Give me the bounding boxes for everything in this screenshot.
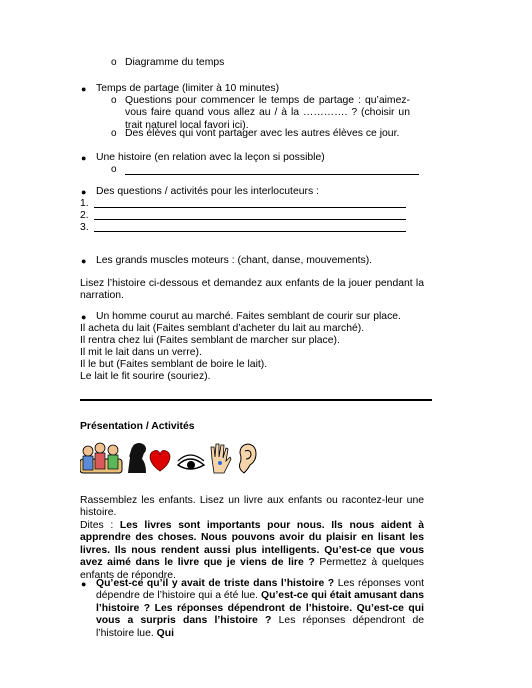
story-line (125, 174, 419, 175)
bullet-icon: ● (81, 579, 87, 589)
circle-bullet-icon: o (111, 164, 117, 175)
question-who: Qui (156, 627, 174, 639)
say-paragraph (80, 520, 424, 582)
story-line-1: Un homme courut au marché. Faites semblant de courir sur place. (96, 311, 401, 322)
question-sad: Qu’est-ce qu’il y avait de triste dans l’histoire ? (96, 578, 335, 589)
circle-bullet-icon: o (111, 57, 117, 68)
circle-bullet-icon: o (111, 95, 117, 106)
question-number-3: 3. (80, 222, 89, 233)
section-divider (80, 399, 432, 401)
children-icon (80, 443, 122, 473)
question-number-2: 2. (80, 210, 89, 221)
story-line-2: Il acheta du lait (Faites semblant d’acheter du lait au marché). (80, 323, 365, 334)
bullet-icon: ● (81, 312, 87, 322)
bullet-icon: ● (81, 84, 87, 94)
question-line-2 (94, 219, 406, 220)
discussion-questions (96, 578, 424, 640)
say-lead: Dites : (80, 520, 120, 531)
story-line-6: Le lait le fit sourire (souriez). (80, 371, 211, 382)
question-funny: Qu’est-ce qui était amusant dans l’histoire ? Les réponses dépendront de l’histoire. Qu’est-ce qui vous a surpris dans l’histoire ? (96, 590, 425, 627)
gather-paragraph: Rassemblez les enfants. Lisez un livre aux enfants ou racontez-leur une histoire. (80, 495, 424, 519)
story-line-3: Il rentra chez lui (Faites semblant de marcher sur place). (80, 335, 340, 346)
circle-bullet-icon: o (111, 128, 117, 139)
dog-icon (128, 443, 146, 473)
sharing-question: Questions pour commencer le temps de partage : qu’aimez-vous faire quand vous allez au / à la …………. ? (choisir un trait naturel local favori ici). (125, 95, 410, 131)
question-line-1 (94, 207, 406, 208)
say-bold: Les livres sont importants pour nous. Ils nous aident à apprendre des choses. Nous pouvons avoir du plaisir en lisant les livres. Ils nous rendent aussi plus intelligents. Qu’est-ce que vous avez aimé dans le livre que je viens de lire ? (80, 520, 424, 569)
say-rest: Permettez à quelques enfants de répondre. (80, 557, 424, 581)
answer-surprise: Les réponses dépendront de l’histoire lue. (96, 615, 425, 639)
story-intro: Lisez l’histoire ci-dessous et demandez aux enfants de la jouer pendant la narration. (80, 278, 424, 302)
sharing-title: Temps de partage (limiter à 10 minutes) (96, 83, 280, 94)
eye-icon (178, 455, 204, 469)
questions-title: Des questions / activités pour les interlocuteurs : (96, 186, 319, 197)
bullet-icon: ● (81, 256, 87, 266)
story-title: Une histoire (en relation avec la leçon si possible) (96, 152, 325, 163)
diagram-item: Diagramme du temps (125, 57, 225, 68)
sharing-students: Des élèves qui vont partager avec les autres élèves ce jour. (125, 128, 400, 139)
answer-sad: Les réponses vont dépendre de l’histoire qui a été lue. (96, 578, 424, 602)
section-title: Présentation / Activités (80, 421, 195, 432)
hand-icon (211, 444, 231, 473)
heart-icon (150, 450, 170, 471)
ear-icon (240, 444, 257, 473)
story-line-4: Il mit le lait dans un verre). (80, 347, 202, 358)
bullet-icon: ● (81, 187, 87, 197)
question-line-3 (94, 231, 406, 232)
muscles-title: Les grands muscles moteurs : (chant, danse, mouvements). (96, 255, 373, 266)
question-number-1: 1. (80, 198, 89, 209)
story-line-5: Il le but (Faites semblant de boire le lait). (80, 359, 268, 370)
senses-icons (80, 437, 260, 477)
bullet-icon: ● (81, 153, 87, 163)
